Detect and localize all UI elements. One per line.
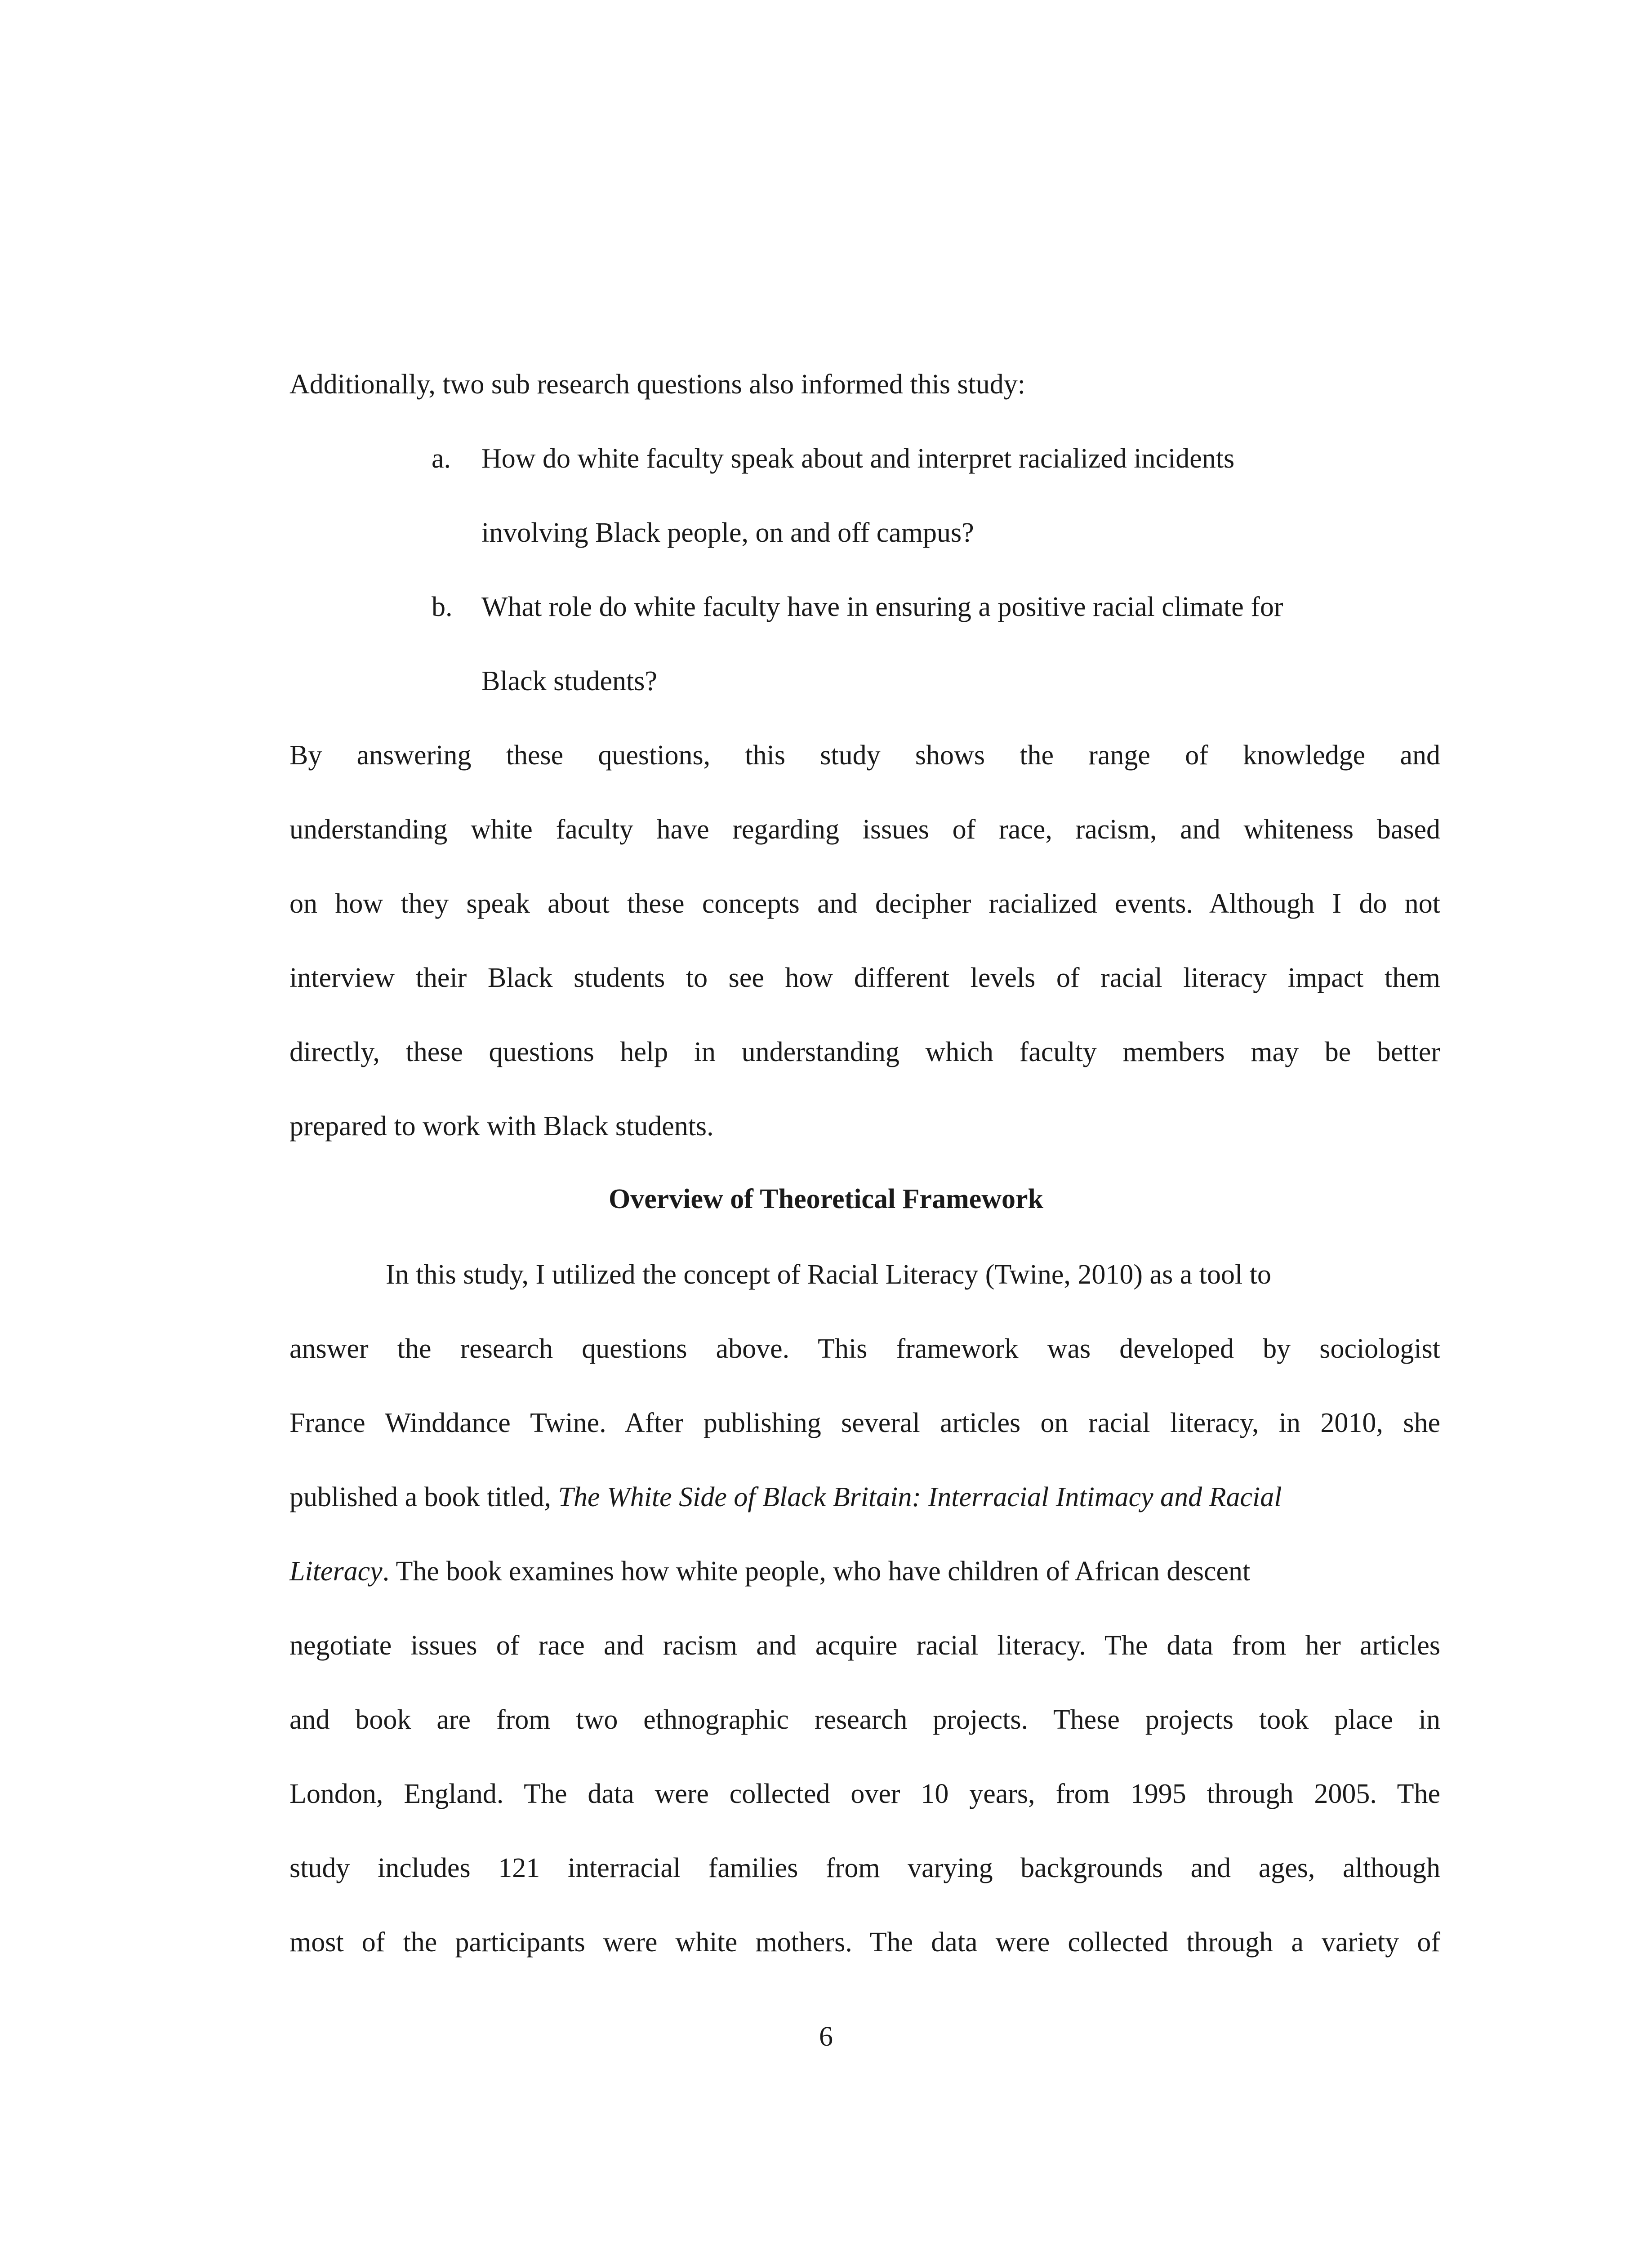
paragraph-2-text: . The book examines how white people, who have children of African descent	[382, 1556, 1251, 1587]
paragraph-2-line: London, England. The data were collected over 10 years, from 1995 through 2005. The	[289, 1779, 1440, 1809]
paragraph-1-line: understanding white faculty have regarding issues of race, racism, and whiteness based	[289, 814, 1440, 845]
sub-question-a-line-1: How do white faculty speak about and interpret racialized incidents	[481, 443, 1235, 474]
paragraph-2-line: In this study, I utilized the concept of Racial Literacy (Twine, 2010) as a tool to	[386, 1259, 1271, 1290]
paragraph-2-line	[289, 1553, 1250, 1589]
page-number: 6	[819, 2021, 833, 2052]
book-title: Literacy	[289, 1556, 383, 1587]
paragraph-1-line: on how they speak about these concepts and decipher racialized events. Although I do not	[289, 888, 1440, 919]
book-title: The White Side of Black Britain: Interracial Intimacy and Racial	[558, 1482, 1282, 1512]
sub-question-a-marker: a.	[432, 443, 451, 474]
paragraph-2-line: France Winddance Twine. After publishing several articles on racial literacy, in 2010, she	[289, 1408, 1440, 1438]
paragraph-1-line: interview their Black students to see how different levels of racial literacy impact them	[289, 963, 1440, 993]
paragraph-2-text: published a book titled,	[289, 1482, 558, 1512]
sub-question-b-line-1: What role do white faculty have in ensuring a positive racial climate for	[481, 592, 1283, 622]
paragraph-1-line: prepared to work with Black students.	[289, 1111, 714, 1142]
sub-question-b-marker: b.	[432, 592, 453, 622]
paragraph-2-line	[289, 1479, 1282, 1515]
sub-question-b-line-2: Black students?	[481, 666, 657, 696]
sub-question-a-line-2: involving Black people, on and off campus?	[481, 517, 974, 548]
paragraph-2-line: answer the research questions above. This framework was developed by sociologist	[289, 1334, 1440, 1364]
paragraph-2-line: study includes 121 interracial families from varying backgrounds and ages, although	[289, 1853, 1440, 1883]
intro-line: Additionally, two sub research questions also informed this study:	[289, 369, 1026, 400]
section-heading: Overview of Theoretical Framework	[608, 1184, 1044, 1214]
paragraph-1-line: By answering these questions, this study shows the range of knowledge and	[289, 740, 1440, 771]
paragraph-2-line: most of the participants were white mothers. The data were collected through a variety of	[289, 1927, 1440, 1958]
paragraph-2-line: and book are from two ethnographic research projects. These projects took place in	[289, 1704, 1440, 1735]
paragraph-2-line: negotiate issues of race and racism and acquire racial literacy. The data from her articles	[289, 1630, 1440, 1661]
paragraph-1-line: directly, these questions help in understanding which faculty members may be better	[289, 1037, 1440, 1067]
